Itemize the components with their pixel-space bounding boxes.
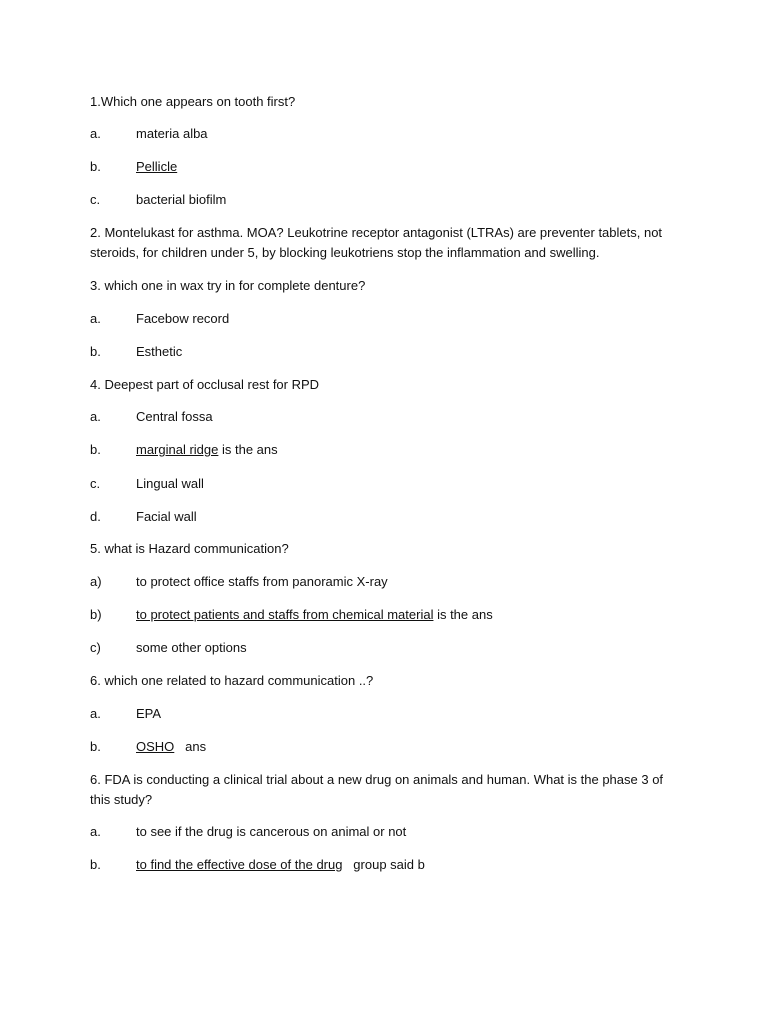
q5-option-b-text: to protect patients and staffs from chemical material [136,607,434,622]
q7-option-b [136,857,425,873]
q6-option-a-text: EPA [136,706,162,721]
q5-option-a-text: to protect office staffs from panoramic X-ray [136,574,388,589]
q4-option-b-suffix: is the ans [218,442,278,457]
q4-option-c-label: c. [90,476,101,491]
q4-option-d-text: Facial wall [136,509,197,524]
q4-option-a-text: Central fossa [136,409,213,424]
q6-option-b-suffix: ans [174,739,207,754]
q7-option-b-label: b. [90,857,101,872]
q7-option-b-suffix: group said b [342,857,425,872]
q3-option-a-label: a. [90,311,101,326]
q7-option-b-text: to find the effective dose of the drug [136,857,343,872]
q3-option-b-text: Esthetic [136,344,183,359]
q5-option-b-label: b) [90,607,102,622]
question-7: 6. FDA is conducting a clinical trial about a new drug on animals and human. What is the phase 3 of this study? [90,772,664,807]
q4-option-c-text: Lingual wall [136,476,204,491]
question-5: 5. what is Hazard communication? [90,541,289,556]
question-6: 6. which one related to hazard communication ..? [90,673,374,688]
q4-option-b [136,442,278,458]
q7-option-a-text: to see if the drug is cancerous on animal or not [136,824,407,839]
q1-option-c-label: c. [90,192,101,207]
question-1: 1.Which one appears on tooth first? [90,94,296,109]
q1-option-a-label: a. [90,126,101,141]
q5-option-c-text: some other options [136,640,247,655]
q1-option-c-text: bacterial biofilm [136,192,227,207]
q3-option-a-text: Facebow record [136,311,230,326]
q6-option-a-label: a. [90,706,101,721]
q5-option-b [136,607,493,623]
q6-option-b-text: OSHO [136,739,175,754]
q4-option-b-label: b. [90,442,101,457]
q7-option-a-label: a. [90,824,101,839]
q4-option-b-text: marginal ridge [136,442,219,457]
q4-option-d-label: d. [90,509,101,524]
q6-option-b-label: b. [90,739,101,754]
q3-option-b-label: b. [90,344,101,359]
q1-option-b-label: b. [90,159,101,174]
q5-option-a-label: a) [90,574,102,589]
q6-option-b [136,739,206,755]
q4-option-a-label: a. [90,409,101,424]
q5-option-c-label: c) [90,640,101,655]
question-4: 4. Deepest part of occlusal rest for RPD [90,377,320,392]
q5-option-b-suffix: is the ans [433,607,493,622]
question-3: 3. which one in wax try in for complete denture? [90,278,366,293]
q1-option-b-text: Pellicle [136,159,178,174]
question-2: 2. Montelukast for asthma. MOA? Leukotrine receptor antagonist (LTRAs) are preventer tablets, not steroids, for children under 5, by blocking leukotriens stop the inflammation and swelling. [90,225,663,260]
q1-option-a-text: materia alba [136,126,208,141]
